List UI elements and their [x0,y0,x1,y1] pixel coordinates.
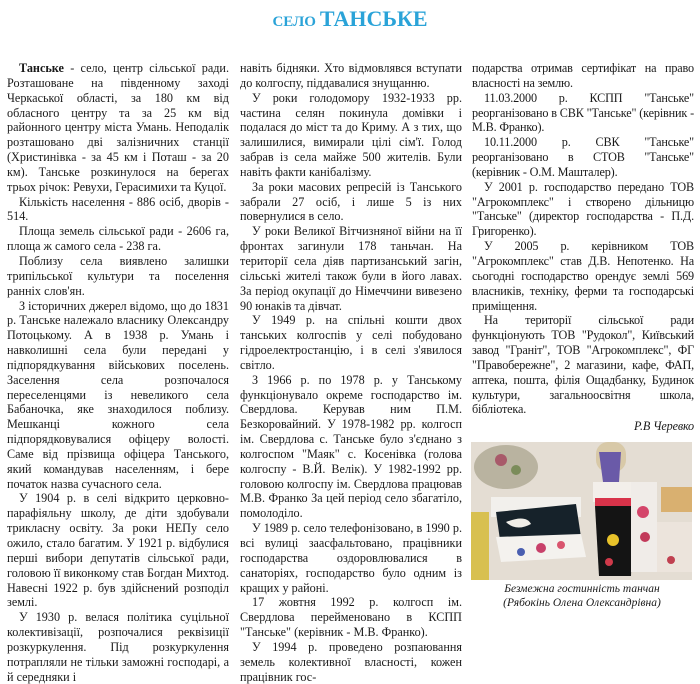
text-column-2 [240,61,462,684]
paragraph [7,254,229,299]
paragraph [7,224,229,254]
paragraph-text: У 2001 р. господарство передано ТОВ "Агрокомплекс" і створено дільницю "Танське" (директор господарства - П.Д. Григоренко). [472,179,694,239]
paragraph-text: 10.11.2000 р. СВК "Танське" реорганізовано в СТОВ "Танське" (керівник - О.М. Машталер). [472,135,694,179]
paragraph [7,195,229,225]
paragraph-text: - село, центр сільської ради. Розташоване на південному заході Черкаської області, за 180 км від обласного центру та за 25 км від районного центру міста Умань. Неподалік розташовано дві залізничних станції (Христинівка - за 45 км і Поташ - за 20 км). Танське розкинулося на берегах трьох річок: Ревухи, Герасимихи та Куцої. [7,61,229,194]
paragraph [240,180,462,225]
paragraph [472,61,694,91]
paragraph-text: 11.03.2000 р. КСПП "Танське" реорганізовано в СВК "Танське" (керівник - М.В. Франко). [472,90,694,135]
paragraph [240,91,462,180]
paragraph [472,313,694,417]
paragraph-text: навіть бідняки. Хто відмовлявся вступати до колгоспу, піддавалися знущанню. [240,61,462,90]
village-name-bold: Танське [19,61,64,75]
paragraph-text: У 1994 р. проведено розпаювання земель колективної власності, кожен працівник гос- [240,639,462,684]
paragraph [240,373,462,521]
paragraph [7,61,229,195]
text-column-3 [472,61,694,610]
paragraph [240,521,462,595]
paragraph-text: У 1949 р. на спільні кошти двох танських колгоспів у селі побудовано гідроелектростанцію, і в селі з'явилося світло. [240,313,462,372]
paragraph [7,610,229,684]
paragraph-text: За роки масових репресій із Танського забрали 27 осіб, і лише 5 із них повернулися в село. [240,179,462,224]
paragraph [240,640,462,684]
title-prefix: СЕЛО [272,14,316,30]
paragraph-text: Площа земель сільської ради - 2606 га, площа ж самого села - 238 га. [7,224,229,254]
paragraph-text: Поблизу села виявлено залишки трипільської культури та поселення ранніх слов'ян. [7,253,229,298]
paragraph [472,135,694,180]
paragraph-text: Кількість населення - 886 осіб, дворів - 514. [7,194,229,224]
paragraph-text: У 1930 р. велася політика суцільної колективізації, розпочалися реквізиції розкуркулення. Під розкуркулення потрапляли не тільки заможні господарі, а й середняки і [7,610,229,684]
paragraph-text: подарства отримав сертифікат на право власності на землю. [472,61,694,90]
paragraph [7,299,229,492]
paragraph-text: У 1989 р. село телефонізовано, в 1990 р. всі вулиці заасфальтовано, працівники господарства оздоровлювалися в санаторіях, господарство було одним із кращих у районі. [240,521,462,595]
paragraph-text: З 1966 р. по 1978 р. у Танському функціонувало окреме господарство ім. Свердлова. Керував ним П.М. Безкоровайний. У 1978-1982 рр. колгосп ім. Свердлова с. Танське було з'єднано з колгоспом "Маяк" с. Косенівка (голова колгоспу - В.Й. Велік). У 1982-1992 рр. головою колгоспу ім. Свердлова працював М.В. Франко За цей період село збагатіло, помолоділо. [240,372,462,521]
paragraph-text: У 2005 р. керівником ТОВ "Агрокомплекс" став Д.В. Непотенко. На сьогодні господарство орендує землі 569 власників, техніку, ферми та господарські приміщення. [472,239,694,313]
paragraph-text: На території сільської ради функціонують ТОВ "Рудокол", Київський завод "Граніт", ТОВ "Агрокомплекс", ФГ "Правобережне", 2 магазини, кафе, ФАП, аптека, пошта, філія Ощадбанку, Будинок культури, загальноосвітня школа, бібліотека. [472,313,694,417]
paragraph [472,239,694,313]
paragraph [472,91,694,136]
author-signature: Р.В Черевко [633,419,694,434]
paragraph [240,313,462,372]
paragraph-text: У роки голодомору 1932-1933 рр. частина селян покинула домівки і подалася до міст та до Криму. А з тих, що залишилися, вимирали цілі сім'ї. Голод забрав із села майже 500 жителів. Були навіть факти канібалізму. [240,90,462,179]
photo-caption [466,583,698,610]
paragraph-text: У 1904 р. в селі відкрито церковно-парафіяльну школу, де діти здобували трикласну освіту. За роки НЕПу село ожило, стало багатим. У 1921 р. відбулися перші вибори депутатів сільської ради, головою її виконкому став Богдан Михтод. Навесні 1922 р. був здійснений розподіл землі. [7,491,229,610]
title-village-name: ТАНСЬКЕ [319,6,428,31]
page-title [0,6,700,32]
text-column-1 [7,61,229,684]
photo-illustration [471,442,692,580]
paragraph-text: 17 жовтня 1992 р. колгосп ім. Свердлова перейменовано в КСПП "Танське" (керівник - М.В. Франко). [240,595,462,640]
photo-woman-with-embroidery [471,442,692,580]
paragraph [240,595,462,640]
paragraph [240,61,462,91]
paragraph [240,224,462,313]
paragraph [7,491,229,610]
paragraph [472,180,694,239]
caption-line-1: Безмежна гостинність танчан [504,583,660,596]
caption-line-2: (Рябокінь Олена Олександрівна) [503,596,661,609]
paragraph-text: У роки Великої Вітчизняної війни на її фронтах загинули 178 таньчан. На території села діяв партизанський загін, сільські жителі також були в його лавах. За період окупації до Німеччини вивезено 90 юнаків та дівчат. [240,224,462,313]
paragraph-text: З історичних джерел відомо, що до 1831 р. Танське належало власнику Олександру Потоцькому. А в 1938 р. Умань і навколишні села були передані у підпорядкування військових поселень. Заселення села розпочалося переселенцями із невеликого села Бабаночка, яке знаходилося поблизу. Мешканці кожного села підпорядковувалися офіцеру волості. Саме від прізвища офіцера Танського, який командував населенням, і бере початок назва сучасного села. [7,298,229,491]
